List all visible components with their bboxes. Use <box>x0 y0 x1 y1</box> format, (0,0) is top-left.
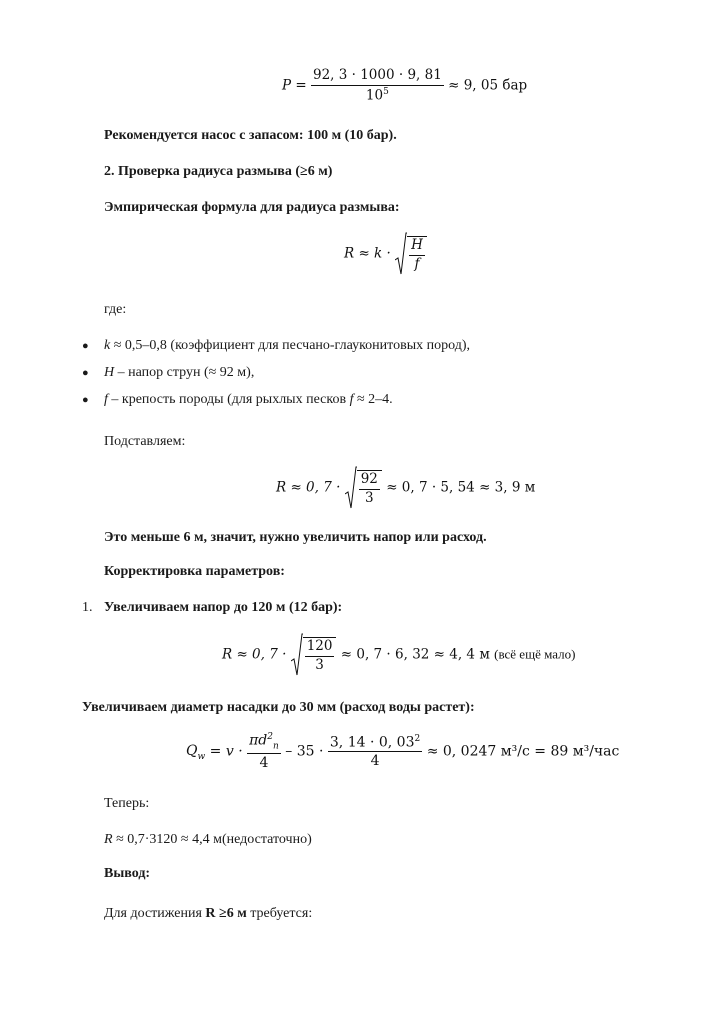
formula-radius-1 <box>276 466 535 510</box>
now-formula <box>104 832 312 848</box>
formula-r2-note: (всё ещё мало) <box>494 646 576 662</box>
formula-p-denominator <box>311 86 444 104</box>
list-item-text <box>104 338 470 354</box>
now-formula-symbol: R <box>104 832 113 847</box>
now-formula-text: ≈ 0,7·3120 ≈ 4,4 м(недостаточно) <box>112 832 312 847</box>
formula-r-denominator: f <box>414 255 420 272</box>
list-item-text <box>104 365 254 381</box>
formula-q-fraction-2 <box>328 734 422 770</box>
formula-pressure <box>282 68 527 104</box>
formula-q-frac2-num <box>328 734 422 753</box>
formula-q-frac2-den: 4 <box>370 753 380 770</box>
formula-p-den-exp: 5 <box>383 86 389 97</box>
formula-q-symbol: Q <box>186 743 198 760</box>
sqrt-sign <box>395 232 407 276</box>
substitute-label: Подставляем: <box>104 434 186 449</box>
step1-number: 1. <box>82 600 93 615</box>
section2-heading: 2. Проверка радиуса размыва (≥6 м) <box>104 164 333 179</box>
formula-r2-numerator: 120 <box>305 639 335 657</box>
bullet-text: – напор струн (≈ 92 м), <box>114 365 255 380</box>
conclusion-heading: Вывод: <box>104 866 151 881</box>
formula-r-fraction <box>409 238 425 272</box>
final-line-bold: R ≥6 м <box>205 906 247 921</box>
final-line-prefix: Для достижения <box>104 906 206 921</box>
formula-r1-numerator: 92 <box>359 472 380 490</box>
list-item <box>82 392 89 408</box>
bullet-icon: ● <box>82 394 89 406</box>
list-item-text <box>104 392 393 408</box>
formula-r1-rhs: ≈ 0, 7 · 5, 54 ≈ 3, 9 м <box>386 479 536 496</box>
formula-q-fraction-1 <box>247 732 281 771</box>
correction-heading: Корректировка параметров: <box>104 564 285 579</box>
where-label: где: <box>104 302 127 317</box>
formula-r1-fraction <box>359 472 380 506</box>
bullet-symbol-2: f <box>349 392 354 407</box>
final-line <box>104 906 312 922</box>
formula-r1-sqrt <box>345 466 382 510</box>
formula-flow <box>186 732 619 771</box>
sqrt-sign <box>291 633 303 677</box>
bullet-symbol: f <box>104 392 108 407</box>
formula-q-lhs <box>186 743 206 763</box>
formula-p-numerator: 92, 3 · 1000 · 9, 81 <box>311 68 444 86</box>
formula-p-result: ≈ 9, 05 бар <box>448 77 528 94</box>
formula-p-lhs: P = <box>282 77 307 94</box>
formula-radius <box>344 232 427 276</box>
formula-r2-rhs: ≈ 0, 7 · 6, 32 ≈ 4, 4 м <box>340 646 490 663</box>
bullet-icon: ● <box>82 367 89 379</box>
formula-q-sub-n: n <box>273 741 279 752</box>
formula-q-frac1-den: 4 <box>259 754 269 771</box>
bullet-icon: ● <box>82 340 89 352</box>
bullet-text-2: ≈ 2–4. <box>353 392 393 407</box>
step1-text: Увеличиваем напор до 120 м (12 бар): <box>104 600 343 615</box>
formula-r2-sqrt <box>291 633 337 677</box>
formula-q-subscript: w <box>197 752 206 763</box>
formula-q-rhs: ≈ 0, 0247 м³/с = 89 м³/час <box>426 743 620 760</box>
now-label: Теперь: <box>104 796 150 811</box>
final-line-suffix: требуется: <box>246 906 313 921</box>
formula-radius-2 <box>222 633 575 677</box>
empirical-heading: Эмпирическая формула для радиуса размыва: <box>104 200 400 215</box>
formula-r2-denominator: 3 <box>315 656 324 673</box>
formula-r-numerator: H <box>409 238 425 256</box>
formula-r1-lhs: R ≈ 0, 7 · <box>276 479 341 496</box>
sqrt-sign <box>345 466 357 510</box>
formula-r1-denominator: 3 <box>365 489 374 506</box>
bullet-text: ≈ 0,5–0,8 (коэффициент для песчано-глауконитовых пород), <box>110 338 470 353</box>
formula-r2-fraction <box>305 639 335 673</box>
bullet-symbol: H <box>104 365 115 380</box>
formula-q-frac1-num <box>247 732 281 754</box>
formula-r-sqrt <box>395 232 427 276</box>
list-item <box>82 338 89 354</box>
list-item <box>82 365 89 381</box>
recommend-pump-text: Рекомендуется насос с запасом: 100 м (10 бар). <box>104 128 397 143</box>
formula-p-den-base: 10 <box>365 87 384 104</box>
step2-text: Увеличиваем диаметр насадки до 30 мм (расход воды растет): <box>82 700 475 715</box>
conclusion-1: Это меньше 6 м, значит, нужно увеличить напор или расход. <box>104 530 487 545</box>
formula-q-frac2-num-text: 3, 14 · 0, 03 <box>329 734 415 751</box>
bullet-symbol: k <box>104 338 111 353</box>
formula-q-mid: – 35 · <box>285 743 324 760</box>
formula-q-pi-d: πd <box>249 732 268 749</box>
formula-r-lhs: R ≈ k · <box>344 245 391 262</box>
bullet-text: – крепость породы (для рыхлых песков <box>107 392 350 407</box>
formula-q-frac2-exp: 2 <box>414 733 421 744</box>
formula-q-exp: 2 <box>267 732 274 742</box>
formula-p-fraction <box>311 68 444 104</box>
formula-q-eq-v: = v · <box>209 743 243 760</box>
formula-r2-lhs: R ≈ 0, 7 · <box>222 646 287 663</box>
